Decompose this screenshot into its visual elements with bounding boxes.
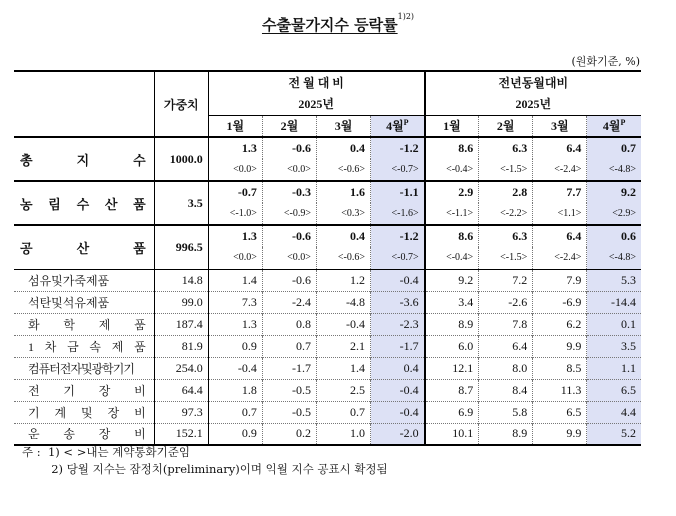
yoy-value: 6.2 [533,313,587,335]
footnote-2: 2) 당월 지수는 잠정치(preliminary)이며 익월 지수 공표시 확정됨 [22,462,388,476]
mom-value: 1.3 [208,137,262,159]
yoy-contract-value: <-2.2> [479,203,533,225]
yoy-contract-value: <-1.5> [479,247,533,269]
mom-value: -1.2 [371,137,425,159]
yoy-value: -14.4 [587,291,641,313]
yoy-value: 6.3 [479,225,533,247]
row-weight: 254.0 [154,357,208,379]
mom-value: -1.2 [371,225,425,247]
mom-contract-value: <0.0> [208,247,262,269]
yoy-value: 5.2 [587,423,641,445]
mom-value: 2.5 [316,379,370,401]
mom-value: -0.4 [371,401,425,423]
yoy-contract-value: <-2.4> [533,159,587,181]
row-label: 섬유및가죽제품 [14,269,154,291]
mom-value: 0.7 [316,401,370,423]
yoy-header: 전년동월대비 [425,71,641,93]
yoy-value: 8.7 [425,379,479,401]
row-weight: 81.9 [154,335,208,357]
yoy-value: 6.9 [425,401,479,423]
row-label: 기 계 및 장 비 [14,401,154,423]
yoy-value: 7.2 [479,269,533,291]
yoy-value: 8.6 [425,137,479,159]
yoy-value: 6.4 [479,335,533,357]
yoy-month-3: 3월 [533,115,587,137]
mom-value: 7.3 [208,291,262,313]
mom-value: 1.8 [208,379,262,401]
main-row [14,225,641,247]
yoy-contract-value: <-1.5> [479,159,533,181]
mom-year: 2025년 [208,93,424,115]
mom-value: 1.4 [208,269,262,291]
row-label: 공 산 품 [14,225,154,269]
yoy-value: 9.2 [587,181,641,203]
mom-value: -0.5 [262,401,316,423]
mom-value: -4.8 [316,291,370,313]
mom-contract-value: <0.0> [262,247,316,269]
main-row [14,181,641,203]
mom-value: 1.3 [208,313,262,335]
yoy-value: 8.5 [533,357,587,379]
sub-row [14,335,641,357]
yoy-value: 6.4 [533,225,587,247]
yoy-month-1: 1월 [425,115,479,137]
yoy-value: 6.3 [479,137,533,159]
mom-contract-value: <0.3> [316,203,370,225]
title-footnote-marks: 1)2) [397,12,415,21]
yoy-value: 6.0 [425,335,479,357]
yoy-value: 8.9 [479,423,533,445]
footnote-1: 주 : 1) < >내는 계약통화기준임 [22,445,190,459]
mom-value: -0.3 [262,181,316,203]
yoy-value: -6.9 [533,291,587,313]
yoy-value: 3.4 [425,291,479,313]
mom-value: -0.6 [262,269,316,291]
yoy-month-4: 4월$^P$ [587,115,641,137]
sub-row [14,379,641,401]
mom-value: 1.2 [316,269,370,291]
mom-contract-value: <0.0> [208,159,262,181]
mom-value: 1.4 [316,357,370,379]
mom-contract-value: <-1.6> [371,203,425,225]
yoy-value: 5.8 [479,401,533,423]
row-weight: 1000.0 [154,137,208,181]
mom-value: 0.8 [262,313,316,335]
yoy-month-2: 2월 [479,115,533,137]
yoy-value: 8.9 [425,313,479,335]
mom-value: -2.0 [371,423,425,445]
mom-contract-value: <-0.6> [316,159,370,181]
mom-contract-value: <-1.0> [208,203,262,225]
row-weight: 64.4 [154,379,208,401]
mom-value: -0.6 [262,137,316,159]
row-label: 석탄및석유제품 [14,291,154,313]
title-text: 수출물가지수 등락률 [261,16,398,34]
yoy-value: 8.6 [425,225,479,247]
mom-value: -0.4 [371,269,425,291]
mom-value: -1.1 [371,181,425,203]
row-weight: 97.3 [154,401,208,423]
yoy-value: 3.5 [587,335,641,357]
yoy-contract-value: <-0.4> [425,159,479,181]
label-header [14,71,154,137]
mom-value: -0.5 [262,379,316,401]
export-price-table [14,70,641,446]
yoy-contract-value: <-2.4> [533,247,587,269]
yoy-value: 6.5 [533,401,587,423]
mom-contract-value: <0.0> [262,159,316,181]
row-label: 화 학 제 품 [14,313,154,335]
mom-value: -2.4 [262,291,316,313]
row-weight: 14.8 [154,269,208,291]
yoy-value: 8.4 [479,379,533,401]
row-weight: 3.5 [154,181,208,225]
mom-contract-value: <-0.7> [371,159,425,181]
footnotes [22,444,388,478]
yoy-contract-value: <-1.1> [425,203,479,225]
yoy-contract-value: <1.1> [533,203,587,225]
mom-value: -0.4 [208,357,262,379]
yoy-value: 5.3 [587,269,641,291]
yoy-value: 8.0 [479,357,533,379]
weight-header: 가중치 [154,71,208,137]
row-label: 농 림 수 산 품 [14,181,154,225]
yoy-value: 2.8 [479,181,533,203]
yoy-value: 0.6 [587,225,641,247]
mom-value: 0.4 [316,137,370,159]
mom-value: 2.1 [316,335,370,357]
sub-row [14,357,641,379]
mom-value: -1.7 [371,335,425,357]
yoy-contract-value: <-0.4> [425,247,479,269]
mom-value: -0.6 [262,225,316,247]
sub-row [14,291,641,313]
yoy-value: 0.7 [587,137,641,159]
mom-contract-value: <-0.7> [371,247,425,269]
mom-month-1: 1월 [208,115,262,137]
yoy-value: 9.9 [533,335,587,357]
yoy-contract-value: <-4.8> [587,247,641,269]
yoy-value: 9.9 [533,423,587,445]
row-weight: 187.4 [154,313,208,335]
row-weight: 99.0 [154,291,208,313]
mom-month-4: 4월$^P$ [371,115,425,137]
yoy-contract-value: <-4.8> [587,159,641,181]
yoy-value: -2.6 [479,291,533,313]
yoy-value: 12.1 [425,357,479,379]
row-weight: 152.1 [154,423,208,445]
yoy-value: 11.3 [533,379,587,401]
yoy-value: 7.8 [479,313,533,335]
yoy-value: 6.4 [533,137,587,159]
mom-value: 1.0 [316,423,370,445]
row-label: 총 지 수 [14,137,154,181]
table-title [0,14,676,35]
mom-value: -0.4 [371,379,425,401]
mom-contract-value: <-0.9> [262,203,316,225]
mom-value: 0.4 [371,357,425,379]
yoy-value: 7.9 [533,269,587,291]
yoy-value: 4.4 [587,401,641,423]
sub-row [14,423,641,445]
sub-row [14,313,641,335]
mom-value: 0.7 [208,401,262,423]
yoy-value: 7.7 [533,181,587,203]
mom-value: 0.7 [262,335,316,357]
main-row [14,137,641,159]
yoy-year: 2025년 [425,93,641,115]
mom-value: 0.2 [262,423,316,445]
sub-row [14,269,641,291]
yoy-contract-value: <2.9> [587,203,641,225]
mom-month-2: 2월 [262,115,316,137]
yoy-value: 0.1 [587,313,641,335]
mom-value: -2.3 [371,313,425,335]
mom-value: -0.7 [208,181,262,203]
row-label: 운 송 장 비 [14,423,154,445]
yoy-value: 9.2 [425,269,479,291]
mom-value: 1.6 [316,181,370,203]
mom-contract-value: <-0.6> [316,247,370,269]
yoy-value: 6.5 [587,379,641,401]
row-label: 전 기 장 비 [14,379,154,401]
row-weight: 996.5 [154,225,208,269]
unit-note: (원화기준, %) [571,55,640,68]
mom-month-3: 3월 [316,115,370,137]
mom-value: 1.3 [208,225,262,247]
mom-header: 전 월 대 비 [208,71,424,93]
mom-value: -1.7 [262,357,316,379]
mom-value: -3.6 [371,291,425,313]
mom-value: -0.4 [316,313,370,335]
yoy-value: 1.1 [587,357,641,379]
row-label: 컴퓨터전자및광학기기 [14,357,154,379]
yoy-value: 10.1 [425,423,479,445]
mom-value: 0.9 [208,335,262,357]
yoy-value: 2.9 [425,181,479,203]
sub-row [14,401,641,423]
mom-value: 0.9 [208,423,262,445]
row-label: 1 차 금 속 제 품 [14,335,154,357]
mom-value: 0.4 [316,225,370,247]
